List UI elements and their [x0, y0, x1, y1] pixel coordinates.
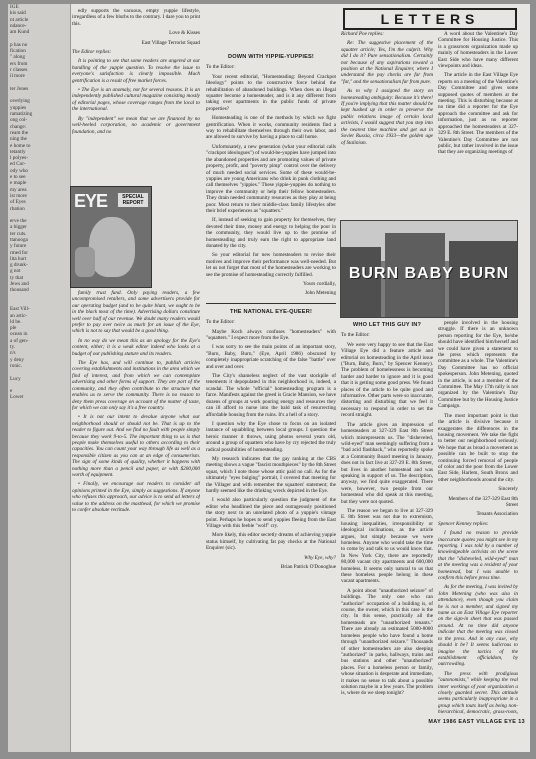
- signature-love-kisses: Love & Kisses: [169, 30, 200, 37]
- column-a-lead: edly supports the vacuous, empty yuppie lifestyle, irregardless of a few blurbs to the contrary. I dare you to print this.: [72, 8, 200, 27]
- gutter-fragment: " along: [10, 54, 25, 61]
- committee-para-2: The article in the East Village Eye reports on a meeting of the Valentine's Day Committee and gives some supposed quotes of members at the meeting. This is disturbing because at no time did a reporter for the Eye approach the committee and ask for information, just as no reporter approached the homesteaders at 327-329 E. 8th Street. The members of the Valentine's Day Committee are not public, but rather involved in the issue that they are organizing meetings of: [438, 72, 518, 156]
- editor-reply-7: • It is not our intent to devalue anyone what our neighborhood should or should not be. That is up to the reader to figure out. And we find no fault with people simply because they work 9-to-5. The important thing to us is that people make themselves useful to others according to their capacities. You can count your way through life as well as a responsible citizen as you can at an edge of consumerism. The sign of some kinds of quality, whether it happens with nothing more than a pencil and paper, or with $200,000 worth of equipment.: [72, 414, 200, 478]
- letter2-sig-2: Brian Patrick O'Donoghue: [280, 564, 336, 571]
- letter1-para-1: Your recent editorial, "Homesteading: Beyond Crackpot Ideology" points to the constructive force behind the rehabilitation of abandoned buildings. When does an illegal squatter become a homesteader, and is it any different from taking over apartments in the public funds of private properties?: [206, 73, 336, 112]
- letter1-sig-1: Yours cordially,: [303, 281, 336, 287]
- gutter-fragment: y future: [10, 243, 27, 250]
- gutter-fragment: r classes: [10, 66, 28, 73]
- newspaper-page: [8, 4, 530, 752]
- gutter-fragment: rbation: [10, 205, 25, 212]
- heading-national-eye-queer: THE NATIONAL EYE-QUEER!: [229, 308, 313, 315]
- gutter-fragment: tetantly: [10, 148, 26, 155]
- letter2-sig-1: Why Eye, why?: [304, 554, 336, 561]
- magazine-cover-title: EYE: [74, 191, 108, 211]
- page-footer: MAY 1986 EAST VILLAGE EYE 13: [428, 719, 525, 725]
- letter2-para-4: I question why the Eye chose to focus on an isolated instance of squabbling between local groups. I question the heroic manner it throws, using photos several years old, around a group of squatters who have by cry rejected the truly radical possibilities of homesteading.: [206, 420, 336, 453]
- gutter-fragment: fication: [10, 48, 26, 55]
- gutter-fragment: ty.: [10, 344, 15, 351]
- editor-reply-4: family trust fund. Only paying readers, a few uncompromised retailers, and some advertisers provide for our operating budget (and to be quite blunt, we ought to be in the black most of the time). Advertising dollars constitute well over half of our revenue. We doubt many readers would prefer to pay over twice as much for an issue of the Eye, which is not to say that would be a good thing.: [72, 290, 200, 335]
- gutter-fragment: e maple: [10, 180, 27, 187]
- facing-page-gutter: [8, 4, 71, 752]
- gutter-fragment: erve the: [10, 218, 27, 225]
- gutter-fragment: ter cuts.: [10, 230, 27, 237]
- gutter-fragment: kis said: [10, 10, 26, 17]
- to-the-editor-2: To the Editor:: [206, 319, 235, 326]
- kenney-reply-2: As for the meeting, I was invited by John Metening (who was also in attendance), even though you claim he is not a member, and signed my name as an East Village Eye reporter on the sign-in sheet that was passed around. At no time did anyone indicate that the meeting was closed to the press. And in any case, why should it be? It seems ludicrous to imagine the tactics of the establishment officialdom, by outcrowding.: [438, 584, 518, 668]
- gutter-fragment: il more: [10, 73, 25, 80]
- gutter-fragment: ream the: [10, 129, 29, 136]
- editor-reply-1: It is pointing to see that some readers are angered at our handling of the yuppie question. To resolve the issue to everyone's satisfaction is clearly impossible. Much gentrification is a result of free market forces.: [72, 58, 200, 84]
- kenney-reply-1: I found no reason to provide inaccurate quotes you might see in my reporting. I was told by a number of knowledgeable activists on the scene that the "disheveled, wild-eyed" man at the meeting was a resident of your homestead, but I was unable to confirm this before press time.: [438, 530, 518, 582]
- letter1-para-4: If, instead of seeking to gain property for themselves, they devoted their time, money and energy to helping the poor in the community, they would live up to the promise of homesteading and truly earn the right to appropriate land donated by the city.: [206, 217, 336, 249]
- gutter-fragment: ocean in: [10, 331, 28, 338]
- letter2-para-3: The City's shameless neglect of the vast stockpile of tenements it depopulated in this neighborhood is, indeed, a scandal. The whole "official" homesteading program is a farce. Manifests against the greed is Gracie Mansion, we have dozens of groups at work pouring energy and resources they can ill afford to nurse into the bald task of resurrecting affordable housing from the ruins. It's a hell of a story.: [206, 373, 336, 418]
- tenants-para-5: people involved in the housing struggle. If there is an unknown person reporting for the Eye, he/she should have identified him/herself and we could have given a statement to the press which represents the committee as a whole. The Valentine's Day Committee has no official spokesperson. John Metening, quoted in the article, is not a member of the Committee. The May 17th rally is not organized by the Valentine's Day Committee but by the Housing Justice Campaign.: [438, 320, 518, 410]
- column-a-top: [72, 8, 200, 184]
- photo-graffiti-text: BURN BABY BURN: [348, 265, 510, 282]
- heading-down-with-yippie-yuppies: DOWN WITH YIPPIE-YUPPIES!: [227, 54, 314, 60]
- gutter-fragment: ody who: [10, 167, 29, 174]
- burn-baby-burn-photo: [340, 220, 518, 318]
- gutter-fragment: a of gen-: [10, 337, 29, 344]
- gutter-text-fragments: [8, 4, 70, 401]
- gutter-fragment: e home to: [10, 142, 31, 149]
- letter1-para-2: Homesteading is one of the methods by which we fight gentrification. When it works, community residents find a way to rehabilitate themselves through their own labor, and are allowed to survive by having a place to call home.: [206, 115, 336, 141]
- poe-reply-2: As to why I assigned the story on homesteading ambiguity: Because it's there! If you're implying that this matter should be kept hushed up in order to preserve the public relations image of certain local activists, I would suggest that you step into the nearest time machine and get out in Soviet Russia, circa 1933—the golden age of Stalinism.: [341, 88, 433, 146]
- gutter-fragment: change:: [10, 123, 27, 130]
- editor-reply-5: In no way do we mean this as an apology for the Eye's content, either; it is a weak editor indeed who looks at a budget of our publishing stature and its readers.: [72, 337, 200, 357]
- editor-reply-3: By "independent" we mean that we are financed by no well-heeled corporation, no academic or government foundation, and no: [72, 115, 200, 135]
- gutter-fragment: ramatizing: [10, 111, 33, 118]
- heading-who-let-this-guy-in: WHO LET THIS GUY IN?: [352, 322, 422, 328]
- gutter-fragment: my area: [10, 186, 27, 193]
- magazine-cover-image: [70, 186, 152, 288]
- gutter-fragment: e to see: [10, 174, 26, 181]
- gutter-fragment: Lucy: [10, 375, 21, 382]
- tenants-sig-2: Members of the 327-329 East 8th Street: [448, 495, 518, 508]
- editor-reply-2: • The Eye is an anomaly, not for several reasons. It is an independently published cultural magazine consisting mostly of editorial pages, whose coverage ranges from the local to the international.: [72, 87, 200, 113]
- letter2-para-1: Maybe Koch always confuses "homesteaders" with "squatters." I expect more from the Eye.: [206, 328, 336, 342]
- cover-hand-shape: [75, 247, 95, 277]
- gutter-fragment: ers from: [10, 60, 28, 67]
- gutter-fragment: rmed for: [10, 249, 29, 256]
- gutter-fragment: n's: [10, 350, 16, 357]
- tenants-sig-3: Tenants Association: [476, 511, 518, 518]
- poe-replies-label: Richard Poe replies:: [341, 31, 384, 37]
- column-d-bottom: [438, 320, 518, 716]
- to-the-editor-3: To the Editor:: [341, 332, 370, 339]
- gutter-fragment: thousand: [10, 287, 29, 294]
- letter2-para-5: My research indicates that the gay ranking at the CBS meeting shows a vague "fascist mouthpieces" by the 8th Street squat, which I note those whose attic paid no call. As for the ultimately "eyes bulging" portrait, I covered that meeting for the Villager and with remember the squatters' statement; the hardly seemed like the drinking wreck depicted in the Eye.: [206, 455, 336, 494]
- gutter-fragment: ed Cor-: [10, 161, 26, 168]
- magazine-cover-badge: SPECIAL REPORT: [118, 193, 148, 207]
- gutter-fragment: e: [10, 388, 13, 395]
- gutter-fragment: IGE: [10, 4, 19, 10]
- gutter-fragment: y deny: [10, 356, 24, 363]
- editor-replies-label: The Editor replies:: [72, 49, 112, 56]
- tenants-para-6: The most important point is that the article is divisive because it exaggerates the differences in the housing movement. We take the fight to better our neighborhood seriously. We hope that as broad a movement as possible can be built to stop the continuing forced removal of people of color and the poor from the Lower East Side, Harlem, South Bronx and other neighborhoods around the city.: [438, 412, 518, 483]
- gutter-fragment: Jews and: [10, 281, 29, 288]
- letter1-para-3: Unfortunately, a new generation (what your editorial calls "crackpot ideologues") of would-be-yuppies have jumped into the abandoned properties and are promoting values of private property, profit, and "poverty pimp" control over the delivery of much needed social services. Some of these would-be-yuppies are young Americans who drink in punk clothing and call themselves "yippies." These yippie-yuppies do nothing to improve the community or help their fellow homesteaders. They drain needed community resources as they play at being poor. Most return to their middle-class family lifestyles after their brief experiences as "squatters.": [206, 143, 336, 214]
- column-c-bottom: [341, 320, 433, 720]
- gutter-fragment: ple: [10, 325, 17, 332]
- cover-face-shape: [89, 217, 135, 277]
- gutter-fragment: p has no: [10, 41, 28, 48]
- letter1-para-5: So your editorial for new homesteaders to revise their motives and improve their performance was well-needed. But let us not forget that most of the homesteaders are working to see the promise of homesteading correctly fulfilled.: [206, 252, 336, 278]
- gutter-fragment: ist more: [10, 192, 27, 199]
- gutter-fragment: an artic-: [10, 312, 28, 319]
- letters-section-banner: LETTERS: [343, 8, 517, 30]
- committee-para-1: A word about the Valentine's Day Committee for Housing Justice. This is a grassroots organization made up mainly of homesteaders in the Lower East Side who have many different viewpoints and ideas.: [438, 31, 518, 70]
- column-b: [206, 52, 336, 720]
- gutter-fragment: ong col-: [10, 117, 28, 124]
- letter2-para-7: More likely, this editor secretly dreams of achieving yuppie status himself, by cultivating fat pay checks at the National Enquirer (sic).: [206, 532, 336, 552]
- gutter-fragment: g not: [10, 268, 21, 275]
- column-a-bottom: [72, 290, 200, 720]
- gutter-fragment: nt article: [10, 16, 29, 23]
- poe-reply-1: Re: The suggestive placement of the squatter article; Yes, I'm the culprit. Why did I do it? Pure sensationalism. Certainly not because of any aspirations toward a position at the National Enquirer, where I understand the pay checks are far from "fat," and the sensationalism far from pure.: [341, 40, 433, 85]
- tenants-para-3: The reason we began to live at 327-329 E. 8th Street was not due to extremism, housing inequalities, irresponsibility or ideological inclinations, as the article argues, but simply because we were homeless. Anyone who would take the time to come by and talk to us would know that. In New York City, there are reportedly 80,000 vacant city apartments and 600,000 homeless. It seems only natural to us that these homeless people belong in these vacant apartments.: [341, 507, 433, 585]
- gutter-fragment: am Kund: [10, 29, 30, 36]
- gutter-fragment: ttanooga: [10, 236, 28, 243]
- letter2-para-6: I would also particularly question the judgment of the editor who headlined the piece and outrageously positioned the story next to an unrelated photo of a yuppie's vintage point. Perhaps he hopes to send yuppies fleeing from the East Village with this feeble "wolf" cry.: [206, 497, 336, 529]
- gutter-fragment: yuppies: [10, 104, 27, 111]
- gutter-fragment: overlying: [10, 98, 30, 105]
- letter2-para-2: I was sorry to see the main points of an important story, "Burn, Baby, Burn," (Eye, April 1986) obscured by completely inappropriate scratching of the false "battle" over and over and over.: [206, 344, 336, 370]
- divider: [206, 303, 336, 304]
- column-c-top: [341, 31, 433, 217]
- tenants-sig-1: Sincerely: [498, 486, 518, 493]
- gutter-fragment: ning the: [10, 136, 27, 143]
- column-d-top: [438, 31, 518, 217]
- gutter-fragment: Lower: [10, 394, 24, 401]
- gutter-fragment: ty that: [10, 274, 24, 281]
- gutter-fragment: East Vill-: [10, 306, 30, 313]
- gutter-fragment: g drunk-: [10, 262, 28, 269]
- signature-terrorist-squad: East Village Terrorist Squad: [141, 39, 200, 46]
- tenants-para-1: We were very happy to see that the East Village Eye did a feature article and editorial on homesteading in the April issue ("Burn, Baby, Burn," by Spencer Kenney). The problem of homelessness is becoming harder and harder to ignore and it is good that it is getting some good press. We found places of the article to be quite good and informative. Other parts were so inaccurate, distorting and disturbing that we feel it necessary to respond in order to set the record straight.: [341, 341, 433, 419]
- tenants-para-4: A point about "unauthorized seizure" of buildings. The only one who can "authorize" occupation of a building is, of course, the owner, which in this case is the city. In this sense, practically all the homesteads are "unauthorized tenants." There are already an estimated 5000-8000 homeless people who have found a home through "unauthorized seizure." Thousands of other homesteaders are also sleeping "authorized" in parks, hallways, trains and bus stations and other "unauthorized" places. For a homeless person or family, whose situation is desperate and immediate, it makes no sense to talk about a possible solution maybe in a few years. The problem is, where do we sleep tonight?: [341, 587, 433, 697]
- tenants-para-2: The article gives an impression of homesteaders at 327-329 East 8th Street which misrepresents us. The "disheveled, wild-eyed" man seemingly suffering from a "bad acid flashback," who reportedly spoke at a Community Board meeting in January, does not in fact live at 327-29 E. 8th Street, but lives in another homestead and was speaking in support of us. The description, anyway, we find quite exaggerated. There were, however, two people from our homestead who did speak at this meeting, but they were not quoted.: [341, 421, 433, 505]
- gutter-fragment: ndance-: [10, 22, 27, 29]
- gutter-fragment: of Eyes: [10, 199, 26, 206]
- to-the-editor-1: To the Editor:: [206, 64, 235, 71]
- gutter-fragment: ter Jones: [10, 85, 29, 92]
- kenney-reply-3: The press with prodigious "autonomists," while keeping the real inner workings of your organization a closely guarded secret. This attitude seems particularly inappropriate in a group which touts itself as being non-hierarchical, democratic, grass-roots,: [438, 670, 518, 716]
- gutter-fragment: ld be.: [10, 318, 22, 325]
- kenney-replies-label: Spencer Kenney replies:: [438, 520, 489, 527]
- gutter-fragment: ronic.: [10, 362, 22, 369]
- gutter-fragment: a bigger: [10, 224, 27, 231]
- gutter-fragment: lita hurt: [10, 255, 27, 262]
- gutter-fragment: l polyes-: [10, 155, 29, 162]
- letter1-sig-2: John Metening: [305, 290, 336, 297]
- editor-reply-6: The Eye has, and will continue to, publish articles covering establishments and institutions in the area which we find of interest, and from which we can contemplate advertising and other forms of support. They are part of the community, and they often contribute to the structure that enables us to serve the community. There is no reason to deny them press coverage on account of the matter of taste, for which we can only say it's a free country.: [72, 360, 200, 411]
- editor-reply-8: • Finally, we encourage our readers to consider all opinions printed in the Eye, simply as suggestions. If anyone who refuses this approach, our advice is to send ad letters of value to the address on the masthead, for which we promise to confer absolute rectitude.: [72, 481, 200, 513]
